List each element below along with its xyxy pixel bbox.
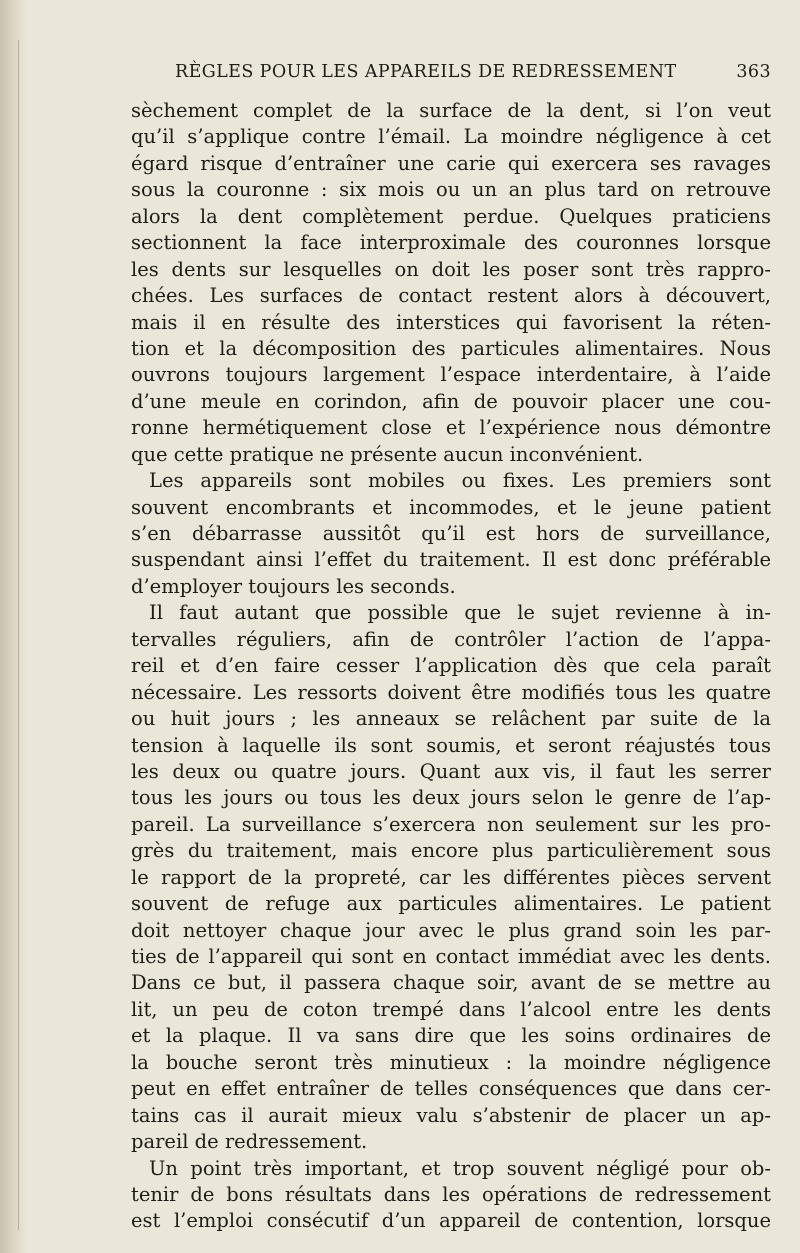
- text-line: tion et la décomposition des particules alimentaires. Nous: [131, 336, 771, 360]
- text-line: les dents sur lesquelles on doit les poser sont très rappro-: [131, 257, 771, 281]
- text-line: souvent de refuge aux particules alimentaires. Le patient: [131, 892, 771, 916]
- running-header: [175, 62, 771, 88]
- text-line: ronne hermétiquement close et l’expérience nous démontre: [131, 416, 771, 440]
- page-number: 363: [736, 62, 771, 82]
- text-line: sous la couronne : six mois ou un an plus tard on retrouve: [131, 178, 771, 202]
- text-line: Il faut autant que possible que le sujet revienne à in-: [149, 601, 771, 625]
- text-line: alors la dent complètement perdue. Quelques praticiens: [131, 204, 771, 228]
- text-line: ouvrons toujours largement l’espace interdentaire, à l’aide: [131, 363, 771, 387]
- text-line: les deux ou quatre jours. Quant aux vis, il faut les serrer: [131, 759, 771, 783]
- text-line: tension à laquelle ils sont soumis, et seront réajustés tous: [131, 733, 771, 757]
- text-line: égard risque d’entraîner une carie qui exercera ses ravages: [131, 151, 771, 175]
- binding-line: [18, 40, 19, 1230]
- body-text: [131, 98, 771, 1235]
- text-line: doit nettoyer chaque jour avec le plus grand soin les par-: [131, 918, 771, 942]
- text-line: d’employer toujours les seconds.: [131, 574, 456, 598]
- text-line: sèchement complet de la surface de la dent, si l’on veut: [131, 99, 771, 122]
- text-line: tous les jours ou tous les deux jours selon le genre de l’ap-: [131, 786, 771, 810]
- text-line: le rapport de la propreté, car les différentes pièces servent: [131, 865, 771, 889]
- running-title: RÈGLES POUR LES APPAREILS DE REDRESSEMENT: [175, 62, 677, 82]
- text-line: nécessaire. Les ressorts doivent être modifiés tous les quatre: [131, 680, 771, 704]
- text-line: et la plaque. Il va sans dire que les soins ordinaires de: [131, 1024, 771, 1048]
- page-binding-edge: [0, 0, 26, 1253]
- text-line: tenir de bons résultats dans les opérations de redressement: [131, 1182, 771, 1206]
- text-line: chées. Les surfaces de contact restent alors à découvert,: [131, 284, 771, 308]
- text-line: Un point très important, et trop souvent négligé pour ob-: [149, 1156, 771, 1180]
- text-line: tervalles réguliers, afin de contrôler l’action de l’appa-: [131, 627, 771, 651]
- text-line: pareil. La surveillance s’exercera non seulement sur les pro-: [131, 812, 771, 836]
- text-line: peut en effet entraîner de telles conséquences que dans cer-: [131, 1077, 771, 1101]
- text-line: grès du traitement, mais encore plus particulièrement sous: [131, 839, 771, 863]
- text-line: que cette pratique ne présente aucun inconvénient.: [131, 442, 644, 466]
- text-line: lit, un peu de coton trempé dans l’alcool entre les dents: [131, 997, 771, 1021]
- text-line: tains cas il aurait mieux valu s’abstenir de placer un ap-: [131, 1103, 771, 1127]
- text-line: sectionnent la face interproximale des couronnes lorsque: [131, 231, 771, 255]
- text-line: mais il en résulte des interstices qui favorisent la réten-: [131, 310, 771, 334]
- text-line: ou huit jours ; les anneaux se relâchent par suite de la: [131, 707, 771, 731]
- text-line: est l’emploi consécutif d’un appareil de contention, lorsque: [131, 1209, 771, 1233]
- text-line: reil et d’en faire cesser l’application dès que cela paraît: [131, 654, 771, 678]
- text-line: pareil de redressement.: [131, 1130, 368, 1154]
- text-line: suspendant ainsi l’effet du traitement. Il est donc préférable: [131, 548, 771, 572]
- text-line: Les appareils sont mobiles ou fixes. Les premiers sont: [149, 469, 771, 493]
- text-line: la bouche seront très minutieux : la moindre négligence: [131, 1050, 771, 1074]
- text-line: souvent encombrants et incommodes, et le jeune patient: [131, 495, 771, 519]
- text-line: qu’il s’applique contre l’émail. La moindre négligence à cet: [131, 125, 771, 149]
- text-line: Dans ce but, il passera chaque soir, avant de se mettre au: [131, 971, 771, 995]
- text-line: ties de l’appareil qui sont en contact immédiat avec les dents.: [131, 945, 771, 968]
- text-line: s’en débarrasse aussitôt qu’il est hors de surveillance,: [131, 522, 771, 545]
- text-line: d’une meule en corindon, afin de pouvoir placer une cou-: [131, 389, 771, 413]
